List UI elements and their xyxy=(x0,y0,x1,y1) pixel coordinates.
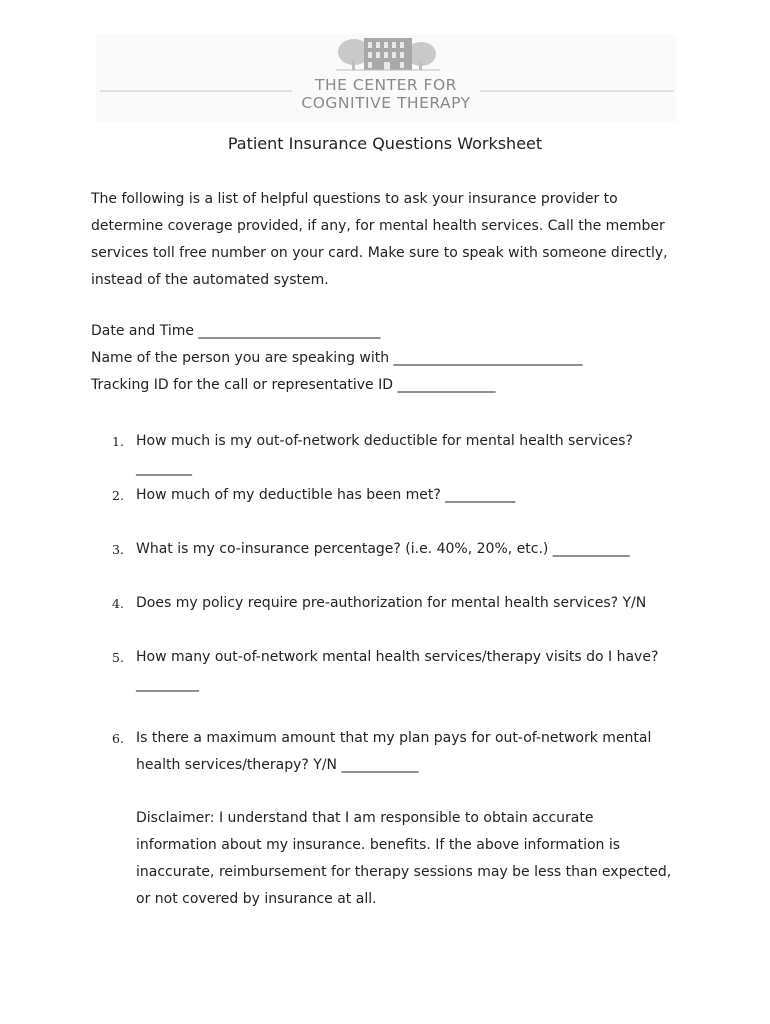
question-text: How much of my deductible has been met? __________ xyxy=(136,487,516,503)
question-number: 2. xyxy=(112,488,124,503)
question-text: How much is my out-of-network deductible for mental health services? ________ xyxy=(136,433,633,476)
intro-paragraph: The following is a list of helpful questions to ask your insurance provider to determine coverage provided, if any, for mental health services. Call the member services toll free number on your card. Make sure to speak with someone directly, instead of the automated system. xyxy=(91,191,668,288)
center-logo xyxy=(96,34,676,122)
person-name-line: Name of the person you are speaking with ___________________________ xyxy=(91,350,583,366)
page-title: Patient Insurance Questions Worksheet xyxy=(227,134,543,153)
question-number: 1. xyxy=(112,434,124,449)
question-number: 6. xyxy=(112,731,124,746)
question-item xyxy=(112,536,682,563)
logo-line-1: THE CENTER FOR xyxy=(315,76,457,94)
question-item xyxy=(112,590,682,617)
question-number: 5. xyxy=(112,650,124,665)
question-text: How many out-of-network mental health services/therapy visits do I have? _________ xyxy=(136,649,659,692)
question-item xyxy=(112,428,682,482)
question-item xyxy=(112,725,682,779)
question-item xyxy=(112,482,682,509)
question-item xyxy=(112,644,682,698)
tracking-id-line: Tracking ID for the call or representative ID ______________ xyxy=(91,377,496,393)
question-text: Does my policy require pre-authorization for mental health services? Y/N xyxy=(136,595,647,611)
date-time-line: Date and Time __________________________ xyxy=(91,323,381,339)
question-text: What is my co-insurance percentage? (i.e. 40%, 20%, etc.) ___________ xyxy=(136,541,630,557)
question-number: 3. xyxy=(112,542,124,557)
logo-line-2: COGNITIVE THERAPY xyxy=(301,94,471,112)
question-text: Is there a maximum amount that my plan pays for out-of-network mental health services/therapy? Y/N ___________ xyxy=(136,730,652,773)
disclaimer-paragraph: Disclaimer: I understand that I am responsible to obtain accurate information about my insurance. benefits. If the above information is inaccurate, reimbursement for therapy sessions may be less than expected, or not covered by insurance at all. xyxy=(136,810,672,907)
question-number: 4. xyxy=(112,596,124,611)
